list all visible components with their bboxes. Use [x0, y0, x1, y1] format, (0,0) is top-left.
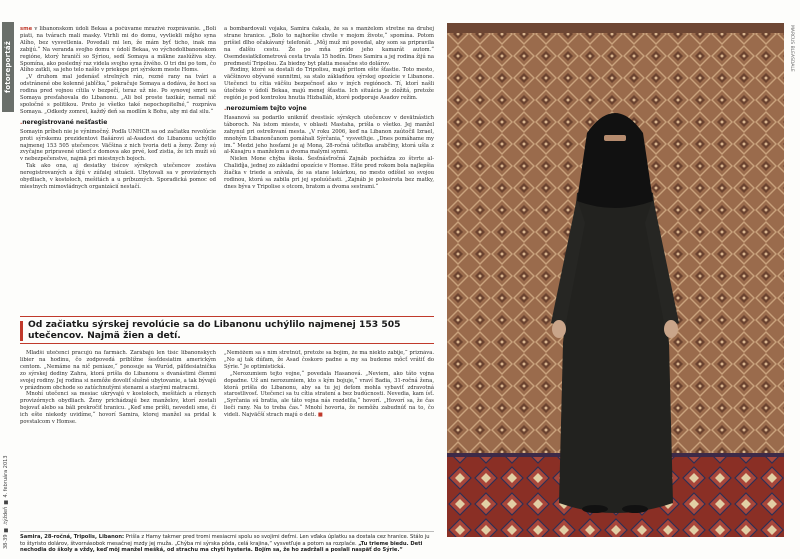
- paragraph-text: „Nerozumiem tejto vojne,“ povedala Hasanová. „Neviem, ako táto vojna dopadne. Už ani nerozumiem, kto s kým bojuje,“ vraví Badia, 31-ročná žena, ktorá prišla do Libanonu, aby sa tu jej deťom mohla vybaviť zdravotná starostlivosť. Utečenci sa tu cítia stratení a bez budúcnosti. Nevedia, kam ísť. „Syrčania sú bratia, ale táto vojna nás rozdelila,“ hovorí. „Hovorí sa, že čas lieči rany. Na to treba čas.“ Mnohí hovoria, že nemôžu zabudnúť na to, čo videli. Najväčší strach majú o deti.: [224, 370, 434, 419]
- portrait-photo: [447, 23, 784, 537]
- paragraph: „V druhom mal jedenásť strelných rán, rezné rany na tvári a odstránené obe kolenné jabĺčka,“ pokračuje Somaya a dodáva, že hoci sa rodina pred vojnou cítila v bezpečí, teraz už nie. Po synovej smrti sa Somaya presťahovala do Libanonu. „Ali bol proste taxikár, nemal nič spoločné s politikou. Preto je všetko také nepochopiteľné,“ rozpráva Somaya. „Odkedy zomrel, každý deň sa modlím k Bohu, aby mi dal silu.“: [20, 74, 216, 115]
- paragraph: a bombardovali vojaka, Samira čakala, že sa s manželom stretne na druhej strane hranice. „Bolo to najhoršie chvíle v mojom živote,“ spomína. Potom prišiel dlho očakávaný telefonát. „Môj muž mi povedal, aby som sa pripravila na ďalšiu cestu. Že po mňa príde jeho kamarát autom.“ Osemdesiatkilometrová cesta trvala 15 hodín. Dnes Samira a jej rodina žijú na predmestí Tripolisu. Za biedny byt platia mesačne sto dolárov.: [224, 26, 434, 67]
- portrait-illustration: [447, 23, 784, 537]
- subheading: [20, 120, 216, 127]
- paragraph-text: v libanonskom údolí Bekaa a počúvame mrazivé rozprávanie. „Boli piati, na tvárach mali masky. Vtrhli mi do domu, vyvliekli môjho syna Alího, bez vysvetlenia. Povedali mi len, že mám byť ticho, inak ma zabijú.“ Na veranda svojho domu v údolí Bekaa, vo východolibanonskom regióne, ktorý hraničí so Sýriou, sedí Somaya a mäkne zaslúživa slzy. Spomína, ako posledný raz videla svojho syna živého. O tri dni po tom, čo Alího zatkli, sa jeho telo našlo v priekope pri sýrskom meste Homs.: [20, 26, 216, 74]
- subheading-text: neregistrované nešťastie: [22, 118, 108, 126]
- paragraph: [224, 371, 434, 419]
- paragraph: Somayin príbeh nie je výnimočný. Podľa UNHCR sa od začiatku revolúcie proti sýrskemu prezidentovi Bašárovi al-Asadovi do Libanonu uchýlilo najmenej 153 505 utečencov. Väčšina z nich tvoria deti a ženy. Ženy sú zvyčajne pripravené utiecť z domova ako prvé, keď zistia, že ich muži sú v nebezpečenstve, najmä pri miestnych bojoch.: [20, 128, 216, 163]
- paragraph: [20, 26, 216, 74]
- photo-caption: [20, 531, 434, 557]
- article-column-2: [224, 26, 434, 338]
- bullet-dot: .: [224, 104, 227, 112]
- paragraph: Rodiny, ktoré sa dostali do Tripolisu, majú pritom ešte šťastie. Toto mesto, väčšinovo obývané sunnitmi, sa stalo základňou sýrskej opozície v Libanone. Utečenci tu cítia väčšiu bezpečnosť ako v iných regiónoch. Tí, ktorí našli útočisko v údolí Bekaa, majú menej šťastia. Ich situácia je zložitá, pretože región je pod kontrolou hnutia Hizballáh, ktoré podporuje Asadov režim.: [224, 67, 434, 102]
- paragraph: Hasanová sa podarilo uniknúť dvestisíc sýrskych utečencov v devätnástich táboroch. Na istom mieste, v oblasti Mastaha, prišla o všetko. Jej manžel zahynul pri ostreľovaní mesta. „V roku 2006, keď na Libanon zaútočil Izrael, mnohým Libanončanom pomáhali Sýrčania,“ vysvetľuje. „Dnes pomáhame my im.“ Medzi jeho hosťami je aj Mona, 28-ročná učiteľka arabčiny, ktorá ušla z al-Kusajru s manželom a dvoma malými synmi.: [224, 114, 434, 156]
- end-mark: ■: [317, 412, 323, 419]
- folio: 38-39 ■ .týždeň ■ 4. februára 2013: [3, 455, 9, 549]
- paragraph: Mnohí utečenci sa mesiac ukrývajú v kostoloch, mešitách a rôznych provizórnych obydliach. Ženy prichádzajú bez manželov, ktorí zostali bojovať alebo sa báli prekročiť hranicu. „Keď sme prišli, nevedeli sme, či ich ešte niekedy uvidíme,“ hovorí Samira, ktorej manžel sa pridal k povstalcom v Homse.: [20, 391, 216, 426]
- subheading-text: nerozumiem tejto vojne: [226, 104, 307, 112]
- margin-strip: [0, 0, 16, 559]
- caption-text: Prišla z Hamy takmer pred tromi mesiacmi spolu so svojimi deťmi. Len vďaka úplatku sa dostala cez hranice. Stálo ju to štyristo dolárov, štvornásobok mesačnej mzdy jej muža. „Chýba mi sýrska pôda, celá krajina,“ vysvetľuje a potom sa rozplače.: [20, 534, 430, 547]
- section-label: fotoreportáž: [2, 22, 14, 112]
- paragraph: Mladší utečenci pracujú na farmách. Zarábajú len tisíc libanonských libier na hodinu, čo zodpovedá približne šesťdesiatim americkým centom. „Nemáme na nič peniaze,“ ponosuje sa Wurúd, päťdesiatnička zo sýrskej dediny Zahra, ktorá prišla do Libanonu s dvanástimi členmi svojej rodiny. Jej rodina si nemôže dovoliť slušné ubytovanie, a tak bývajú v prázdnom obchode so zatúchnutými stenami a starými matracmi.: [20, 350, 216, 391]
- article-column-4: [224, 350, 434, 528]
- paragraph: Nielen Mone chýba škola. Šesťnásťročná Zajnáb pochádza zo štvrte al-Chalidíja, jednej zo základní opozície v Homse. Ešte pred rokom bola najlepšia žiačka v triede a snívala, že sa stane lekárkou, no mesto odišiel so svojou rodinou, ktorá sa zabila pri jej spoluúčasti. „Zajnáb je polosirota bez matky, dnes býva v Tripolise s otcom, bratom a dvoma sestrami.“: [224, 156, 434, 190]
- photo-credit: MARCUS BLEASDALE: [789, 25, 794, 72]
- caption-name: Samira, 28-ročná, Tripolis, Libanon:: [20, 534, 125, 540]
- subheading: [224, 106, 434, 113]
- article-column-1: [20, 26, 216, 334]
- article-column-3: [20, 350, 216, 528]
- lead-word: sme: [20, 26, 33, 32]
- paragraph: Tak ako ona, aj desiatky tisícov sýrskych utečencov zostáva neregistrovaných a žijú v zúfalej situácii. Ubytovali sa v provizórnych obydliach, v kostoloch, mešitách a u príbuzných. Sporadická pomoc od miestnych mimovládnych organizácií nestačí.: [20, 163, 216, 190]
- pull-quote: Od začiatku sýrskej revolúcie sa do Libanonu uchýlilo najmenej 153 505 utečencov. Najmä žien a detí.: [20, 316, 434, 344]
- bullet-dot: .: [20, 118, 23, 126]
- caption-quote: „Tu trieme biedu. Deti nechodia do školy a vždy, keď môj manžel mešká, od strachu ma chytí hysteria. Bojím sa, že ho zadržali a poslali naspäť do Sýrie.“: [20, 540, 423, 553]
- paragraph: „Nemôžem sa s ním stretnúť, pretože sa bojím, že ma niekto zabije,“ priznáva. „No aj tak dúfam, že Asad čoskoro padne a my sa budeme môcť vrátiť do Sýrie.“ Je optimistická.: [224, 350, 434, 370]
